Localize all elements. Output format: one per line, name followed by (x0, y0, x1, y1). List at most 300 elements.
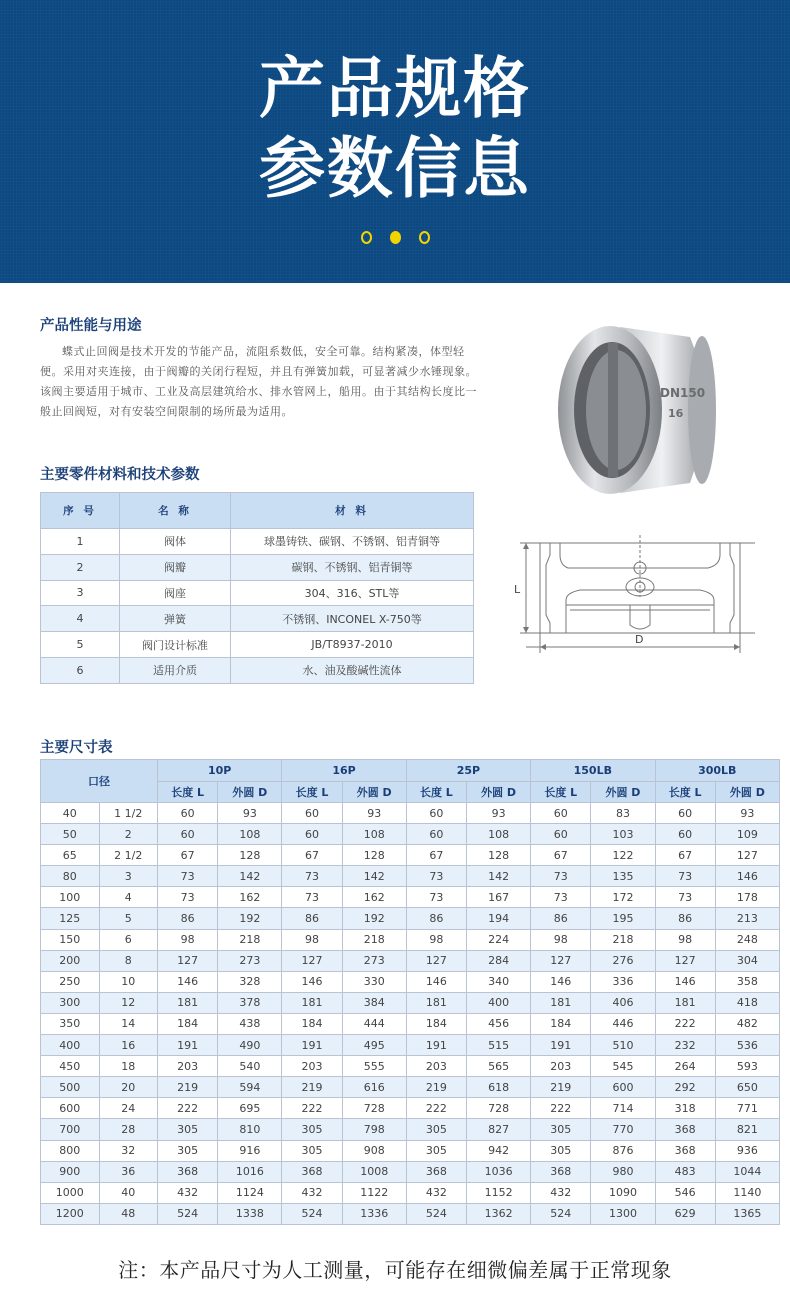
cell: 93 (467, 803, 531, 824)
col-header-index: 序 号 (41, 493, 120, 529)
cell-dn: 150 (41, 929, 100, 950)
cell: 86 (406, 908, 466, 929)
table-row (41, 803, 780, 824)
banner-title-line2: 参数信息 (259, 130, 531, 207)
table-row (41, 992, 780, 1013)
cell: 181 (406, 992, 466, 1013)
cell: 1338 (218, 1203, 282, 1224)
parts-heading: 主要零件材料和技术参数 (40, 467, 200, 483)
group-header-25p: 25P (406, 760, 530, 782)
cell: 67 (406, 845, 466, 866)
cell: 213 (715, 908, 779, 929)
cell: 1090 (591, 1182, 655, 1203)
cell: 936 (715, 1140, 779, 1161)
col-header-material: 材 料 (231, 493, 474, 529)
cell: 1122 (342, 1182, 406, 1203)
col-header-name: 名 称 (120, 493, 231, 529)
cell: 128 (218, 845, 282, 866)
cell: 305 (282, 1119, 342, 1140)
cell: 336 (591, 971, 655, 992)
cell: 305 (531, 1140, 591, 1161)
cell: 阀座 (120, 580, 231, 606)
cell: 适用介质 (120, 657, 231, 683)
cell: 305 (531, 1119, 591, 1140)
cell: 球墨铸铁、碳钢、不锈钢、铝青铜等 (231, 529, 474, 555)
cell: 73 (282, 887, 342, 908)
cell: 555 (342, 1056, 406, 1077)
cell: 阀门设计标准 (120, 632, 231, 658)
table-row (41, 887, 780, 908)
cell: 1140 (715, 1182, 779, 1203)
table-row (41, 866, 780, 887)
cell: 495 (342, 1035, 406, 1056)
cell: 446 (591, 1013, 655, 1034)
cell: 618 (467, 1077, 531, 1098)
cell-dn: 1000 (41, 1182, 100, 1203)
cell-dn: 300 (41, 992, 100, 1013)
cell-dn: 50 (41, 824, 100, 845)
cell: 108 (467, 824, 531, 845)
cell: 456 (467, 1013, 531, 1034)
cell: 127 (406, 950, 466, 971)
cell: 184 (406, 1013, 466, 1034)
cell: 438 (218, 1013, 282, 1034)
dot-outline-icon (419, 231, 430, 244)
cell: 629 (655, 1203, 715, 1224)
cell: 1016 (218, 1161, 282, 1182)
cell: 142 (218, 866, 282, 887)
valve-technical-drawing (510, 535, 755, 665)
cell: 524 (282, 1203, 342, 1224)
cell: 73 (282, 866, 342, 887)
cell: 304 (715, 950, 779, 971)
cell-dn: 700 (41, 1119, 100, 1140)
cell: 219 (158, 1077, 218, 1098)
cell: 305 (406, 1140, 466, 1161)
cell: 222 (282, 1098, 342, 1119)
group-header-300lb: 300LB (655, 760, 780, 782)
cell: 1362 (467, 1203, 531, 1224)
cell: 368 (531, 1161, 591, 1182)
cell: 167 (467, 887, 531, 908)
sub-header-diameter: 外圆 D (342, 781, 406, 803)
cell-dn: 250 (41, 971, 100, 992)
dimensions-heading: 主要尺寸表 (40, 740, 113, 756)
cell-inch: 28 (99, 1119, 158, 1140)
cell-dn: 900 (41, 1161, 100, 1182)
col-header-caliber: 口径 (41, 760, 158, 803)
cell: 284 (467, 950, 531, 971)
cell: 191 (531, 1035, 591, 1056)
cell-inch: 10 (99, 971, 158, 992)
cell: 728 (342, 1098, 406, 1119)
cell: 916 (218, 1140, 282, 1161)
cell: 827 (467, 1119, 531, 1140)
cell: 650 (715, 1077, 779, 1098)
cell: 127 (158, 950, 218, 971)
cell-inch: 12 (99, 992, 158, 1013)
cell-inch: 14 (99, 1013, 158, 1034)
cell: 1365 (715, 1203, 779, 1224)
cell: 108 (342, 824, 406, 845)
cell: 565 (467, 1056, 531, 1077)
cell: 2 (41, 554, 120, 580)
cell: 191 (282, 1035, 342, 1056)
cell: 232 (655, 1035, 715, 1056)
cell: 273 (218, 950, 282, 971)
cell: 536 (715, 1035, 779, 1056)
table-row (41, 1161, 780, 1182)
cell: 400 (467, 992, 531, 1013)
cell: 728 (467, 1098, 531, 1119)
cell: 93 (715, 803, 779, 824)
dot-outline-icon (361, 231, 372, 244)
table-row (41, 657, 474, 683)
cell: 524 (531, 1203, 591, 1224)
cell: 616 (342, 1077, 406, 1098)
cell: 86 (282, 908, 342, 929)
cell: 192 (218, 908, 282, 929)
cell: 128 (342, 845, 406, 866)
table-row (41, 580, 474, 606)
cell: 178 (715, 887, 779, 908)
banner-title-line1: 产品规格 (259, 50, 531, 127)
cell: 714 (591, 1098, 655, 1119)
cell: 60 (531, 824, 591, 845)
group-header-16p: 16P (282, 760, 406, 782)
cell-inch: 24 (99, 1098, 158, 1119)
cell-inch: 5 (99, 908, 158, 929)
cell: 142 (467, 866, 531, 887)
cell: 600 (591, 1077, 655, 1098)
cell: 60 (406, 824, 466, 845)
cell: 73 (158, 887, 218, 908)
cell: 172 (591, 887, 655, 908)
cell: 127 (531, 950, 591, 971)
cell: 3 (41, 580, 120, 606)
cell: 146 (655, 971, 715, 992)
dot-filled-icon (390, 231, 401, 244)
cell: 127 (715, 845, 779, 866)
cell: 191 (406, 1035, 466, 1056)
group-header-150lb: 150LB (531, 760, 655, 782)
cell: 181 (655, 992, 715, 1013)
cell: 219 (406, 1077, 466, 1098)
cell: 432 (282, 1182, 342, 1203)
cell-dn: 40 (41, 803, 100, 824)
cell: 1 (41, 529, 120, 555)
cell-inch: 40 (99, 1182, 158, 1203)
cell: 432 (531, 1182, 591, 1203)
cell-inch: 20 (99, 1077, 158, 1098)
cell: 60 (655, 824, 715, 845)
cell-dn: 800 (41, 1140, 100, 1161)
cell: 594 (218, 1077, 282, 1098)
cell: 60 (531, 803, 591, 824)
cell: 73 (158, 866, 218, 887)
table-row (41, 1013, 780, 1034)
cell: 545 (591, 1056, 655, 1077)
cell: 418 (715, 992, 779, 1013)
cell: 60 (655, 803, 715, 824)
cell: 276 (591, 950, 655, 971)
cell: 524 (406, 1203, 466, 1224)
cell: 540 (218, 1056, 282, 1077)
cell-inch: 36 (99, 1161, 158, 1182)
sub-header-diameter: 外圆 D (467, 781, 531, 803)
cell: 305 (406, 1119, 466, 1140)
group-header-10p: 10P (158, 760, 282, 782)
cell: 135 (591, 866, 655, 887)
cell: 406 (591, 992, 655, 1013)
cell: 510 (591, 1035, 655, 1056)
cell: 368 (655, 1119, 715, 1140)
cell: 798 (342, 1119, 406, 1140)
cell-inch: 8 (99, 950, 158, 971)
cell: 273 (342, 950, 406, 971)
cell: 184 (158, 1013, 218, 1034)
cell: 73 (531, 887, 591, 908)
cell: 444 (342, 1013, 406, 1034)
cell: 219 (282, 1077, 342, 1098)
performance-description: 蝶式止回阀是技术开发的节能产品，流阻系数低，安全可靠。结构紧凑，体型轻便。采用对夹连接，由于阀瓣的关闭行程短，并且有弹簧加载，可显著减少水锤现象。该阀主要适用于城市、工业及高层建筑给水、排水管网上，船用。由于其结构长度比一般止回阀短，对有安装空间限制的场所最为适用。 (40, 345, 477, 418)
cell: 908 (342, 1140, 406, 1161)
cell: 248 (715, 929, 779, 950)
cell: 305 (158, 1140, 218, 1161)
cell: 67 (158, 845, 218, 866)
cell: 432 (406, 1182, 466, 1203)
cell: 60 (158, 824, 218, 845)
table-row (41, 824, 780, 845)
cell: 203 (158, 1056, 218, 1077)
cell: 83 (591, 803, 655, 824)
table-row (41, 845, 780, 866)
cell: 224 (467, 929, 531, 950)
cell: 142 (342, 866, 406, 887)
cell: 980 (591, 1161, 655, 1182)
cell: 127 (655, 950, 715, 971)
cell: 191 (158, 1035, 218, 1056)
cell: 水、油及酸碱性流体 (231, 657, 474, 683)
cell: 108 (218, 824, 282, 845)
cell: 86 (655, 908, 715, 929)
cell: 98 (531, 929, 591, 950)
cell: 942 (467, 1140, 531, 1161)
table-row (41, 1098, 780, 1119)
cell: 203 (282, 1056, 342, 1077)
cell-dn: 125 (41, 908, 100, 929)
cell: 184 (282, 1013, 342, 1034)
cell: 368 (282, 1161, 342, 1182)
cell: 阀体 (120, 529, 231, 555)
cell: 524 (158, 1203, 218, 1224)
cell: 368 (158, 1161, 218, 1182)
sub-header-length: 长度 L (282, 781, 342, 803)
cell: 483 (655, 1161, 715, 1182)
cell: 不锈钢、INCONEL X-750等 (231, 606, 474, 632)
sub-header-diameter: 外圆 D (591, 781, 655, 803)
cell-dn: 200 (41, 950, 100, 971)
cell: 162 (218, 887, 282, 908)
cell: 330 (342, 971, 406, 992)
header-banner (0, 0, 790, 283)
measurement-note: 注：本产品尺寸为人工测量，可能存在细微偏差属于正常现象 (118, 1258, 672, 1282)
cell-dn: 65 (41, 845, 100, 866)
cell-inch: 48 (99, 1203, 158, 1224)
cell: 318 (655, 1098, 715, 1119)
cell: 490 (218, 1035, 282, 1056)
cell: 1124 (218, 1182, 282, 1203)
table-row (41, 529, 474, 555)
cell: 305 (158, 1119, 218, 1140)
cell-dn: 600 (41, 1098, 100, 1119)
cell: 222 (158, 1098, 218, 1119)
cell: 60 (406, 803, 466, 824)
cell: 146 (406, 971, 466, 992)
table-row (41, 606, 474, 632)
cell: 181 (531, 992, 591, 1013)
cell: 1008 (342, 1161, 406, 1182)
cell-inch: 2 (99, 824, 158, 845)
cell-inch: 18 (99, 1056, 158, 1077)
sub-header-length: 长度 L (406, 781, 466, 803)
cell: 67 (655, 845, 715, 866)
cell: 593 (715, 1056, 779, 1077)
cell: 515 (467, 1035, 531, 1056)
cell: 146 (715, 866, 779, 887)
cell: 368 (406, 1161, 466, 1182)
cell: 弹簧 (120, 606, 231, 632)
cell-inch: 6 (99, 929, 158, 950)
cell: 6 (41, 657, 120, 683)
cell: 67 (531, 845, 591, 866)
table-row (41, 1182, 780, 1203)
cell: JB/T8937-2010 (231, 632, 474, 658)
cell: 432 (158, 1182, 218, 1203)
cell: 368 (655, 1140, 715, 1161)
cell: 181 (282, 992, 342, 1013)
cell: 1336 (342, 1203, 406, 1224)
cell: 146 (158, 971, 218, 992)
dimensions-table (40, 759, 780, 1225)
cell: 218 (218, 929, 282, 950)
cell: 73 (655, 887, 715, 908)
sub-header-length: 长度 L (158, 781, 218, 803)
cell: 292 (655, 1077, 715, 1098)
cell: 192 (342, 908, 406, 929)
cell: 219 (531, 1077, 591, 1098)
cell: 4 (41, 606, 120, 632)
cell: 103 (591, 824, 655, 845)
table-row (41, 554, 474, 580)
cell-inch: 2 1/2 (99, 845, 158, 866)
cell-inch: 4 (99, 887, 158, 908)
table-row (41, 1035, 780, 1056)
cell-dn: 80 (41, 866, 100, 887)
valve-marking-pn: 16 (668, 407, 684, 420)
table-row (41, 971, 780, 992)
cell-dn: 1200 (41, 1203, 100, 1224)
cell: 181 (158, 992, 218, 1013)
sub-header-diameter: 外圆 D (715, 781, 779, 803)
cell: 222 (406, 1098, 466, 1119)
table-row (41, 1056, 780, 1077)
cell: 93 (218, 803, 282, 824)
cell: 146 (282, 971, 342, 992)
cell: 阀瓣 (120, 554, 231, 580)
cell: 碳钢、不锈钢、铝青铜等 (231, 554, 474, 580)
cell: 127 (282, 950, 342, 971)
cell-inch: 1 1/2 (99, 803, 158, 824)
cell: 5 (41, 632, 120, 658)
table-row (41, 908, 780, 929)
valve-product-image (550, 315, 720, 495)
table-row (41, 1203, 780, 1224)
valve-marking-dn: DN150 (660, 386, 706, 400)
cell: 86 (531, 908, 591, 929)
cell: 67 (282, 845, 342, 866)
cell: 203 (531, 1056, 591, 1077)
cell-inch: 16 (99, 1035, 158, 1056)
cell-dn: 100 (41, 887, 100, 908)
cell: 771 (715, 1098, 779, 1119)
cell: 695 (218, 1098, 282, 1119)
cell: 60 (282, 824, 342, 845)
cell: 222 (655, 1013, 715, 1034)
performance-heading: 产品性能与用途 (40, 318, 142, 334)
cell-inch: 32 (99, 1140, 158, 1161)
cell: 195 (591, 908, 655, 929)
dimension-label-d: D (635, 633, 644, 646)
cell: 194 (467, 908, 531, 929)
cell: 770 (591, 1119, 655, 1140)
cell: 73 (406, 887, 466, 908)
table-row (41, 632, 474, 658)
cell: 73 (531, 866, 591, 887)
cell: 184 (531, 1013, 591, 1034)
cell-dn: 500 (41, 1077, 100, 1098)
decorative-dots (0, 231, 790, 244)
cell: 305 (282, 1140, 342, 1161)
cell: 98 (282, 929, 342, 950)
cell: 1152 (467, 1182, 531, 1203)
cell: 162 (342, 887, 406, 908)
cell: 73 (406, 866, 466, 887)
cell: 1300 (591, 1203, 655, 1224)
cell: 218 (342, 929, 406, 950)
cell: 328 (218, 971, 282, 992)
cell: 98 (655, 929, 715, 950)
cell: 73 (655, 866, 715, 887)
table-row (41, 1119, 780, 1140)
dimension-label-l: L (514, 583, 521, 596)
cell: 384 (342, 992, 406, 1013)
cell: 821 (715, 1119, 779, 1140)
cell: 109 (715, 824, 779, 845)
cell-dn: 400 (41, 1035, 100, 1056)
table-row (41, 929, 780, 950)
cell: 128 (467, 845, 531, 866)
sub-header-length: 长度 L (531, 781, 591, 803)
cell: 203 (406, 1056, 466, 1077)
table-row (41, 950, 780, 971)
cell: 222 (531, 1098, 591, 1119)
sub-header-diameter: 外圆 D (218, 781, 282, 803)
cell: 98 (406, 929, 466, 950)
cell: 146 (531, 971, 591, 992)
cell: 98 (158, 929, 218, 950)
parts-materials-table (40, 492, 474, 684)
